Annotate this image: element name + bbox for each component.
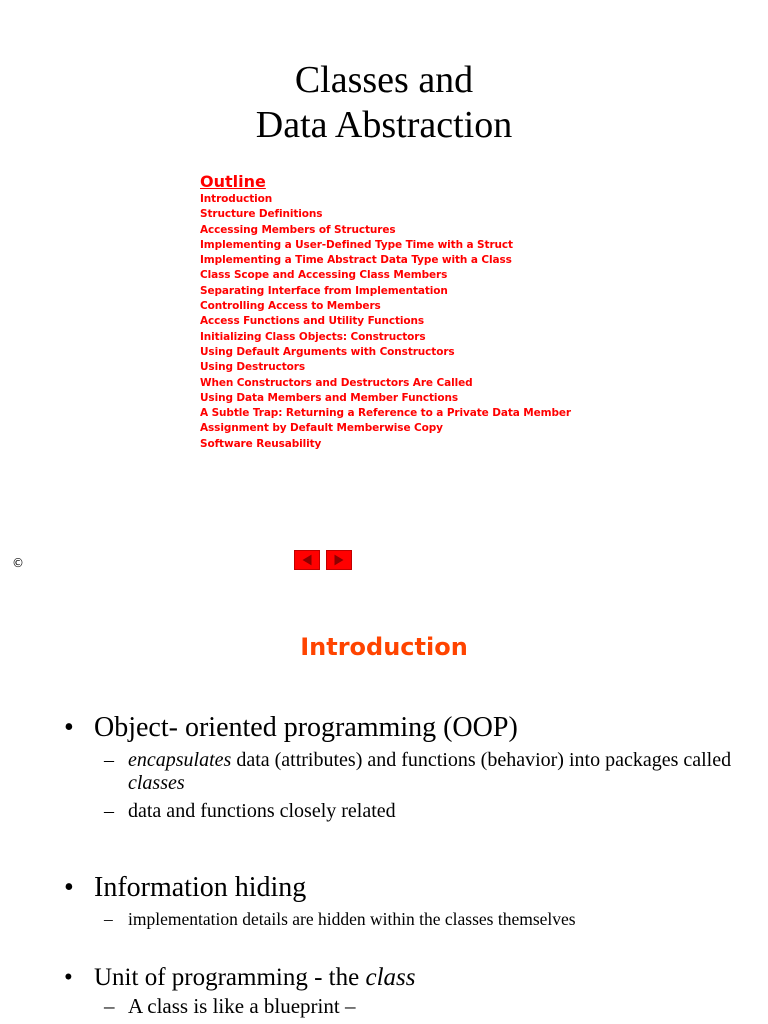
sub-text: A class is like a blueprint – <box>128 994 356 1018</box>
bullet-item <box>62 961 742 995</box>
sub-list <box>62 908 742 931</box>
triangle-right-icon <box>327 551 351 569</box>
previous-slide-button[interactable] <box>294 550 320 570</box>
bullet-item <box>62 708 742 748</box>
outline-item: Controlling Access to Members <box>200 300 381 313</box>
bullet-dot: • <box>64 964 73 991</box>
outline-item: Implementing a Time Abstract Data Type with a Class <box>200 254 512 267</box>
bullet-text: Object- oriented programming (OOP) <box>94 712 518 743</box>
sub-item <box>62 995 742 1018</box>
outline-item: Introduction <box>200 193 273 205</box>
next-slide-button[interactable] <box>326 550 352 570</box>
sub-text: data (attributes) and functions (behavior) into packages called <box>231 749 732 771</box>
bullet-text: Unit of programming - the <box>94 964 366 991</box>
bullet-text: Information hiding <box>94 872 307 903</box>
sub-item <box>62 800 742 823</box>
outline-item: Access Functions and Utility Functions <box>200 315 425 328</box>
title-line-2: Data Abstraction <box>255 104 513 146</box>
outline-item: Implementing a User-Defined Type Time with a Struct <box>200 238 513 251</box>
outline-item: Accessing Members of Structures <box>200 223 396 236</box>
title-line-1: Classes and <box>294 59 474 101</box>
sub-text: implementation details are hidden within the classes themselves <box>128 909 576 929</box>
bullet-dot: • <box>64 712 74 743</box>
triangle-left-icon <box>295 551 319 569</box>
bullet-list <box>62 708 742 1018</box>
outline-item: Using Destructors <box>200 361 305 374</box>
outline-heading: Outline <box>200 172 266 191</box>
outline-item: Structure Definitions <box>200 208 323 221</box>
outline-item: Class Scope and Accessing Class Members <box>200 269 448 282</box>
outline-item: Separating Interface from Implementation <box>200 284 448 297</box>
copyright-symbol: © <box>12 556 24 570</box>
sub-dash: – <box>104 994 115 1018</box>
bullet-dot: • <box>64 872 74 903</box>
sub-item <box>62 749 742 795</box>
emphasis-text: encapsulates <box>128 749 232 771</box>
sub-text: data and functions closely related <box>128 800 396 822</box>
bullet-item <box>62 868 742 908</box>
outline-item: A Subtle Trap: Returning a Reference to a Private Data Member <box>200 407 572 420</box>
slide-title <box>0 58 768 148</box>
sub-list <box>62 995 742 1018</box>
section-title: Introduction <box>300 633 468 661</box>
sub-dash: – <box>104 909 113 929</box>
outline-item: Using Data Members and Member Functions <box>200 391 459 404</box>
outline-item: Software Reusability <box>200 437 322 450</box>
sub-item <box>62 908 742 931</box>
sub-dash: – <box>104 800 114 822</box>
outline-item: Assignment by Default Memberwise Copy <box>200 422 443 435</box>
outline-item: When Constructors and Destructors Are Called <box>200 376 473 389</box>
sub-dash: – <box>104 749 114 771</box>
outline-item: Initializing Class Objects: Constructors <box>200 330 426 343</box>
emphasis-text: classes <box>128 772 185 794</box>
outline-item: Using Default Arguments with Constructors <box>200 345 455 358</box>
outline-list <box>200 192 571 452</box>
sub-list <box>62 749 742 823</box>
outline <box>200 172 571 452</box>
emphasis-text: class <box>365 964 416 991</box>
